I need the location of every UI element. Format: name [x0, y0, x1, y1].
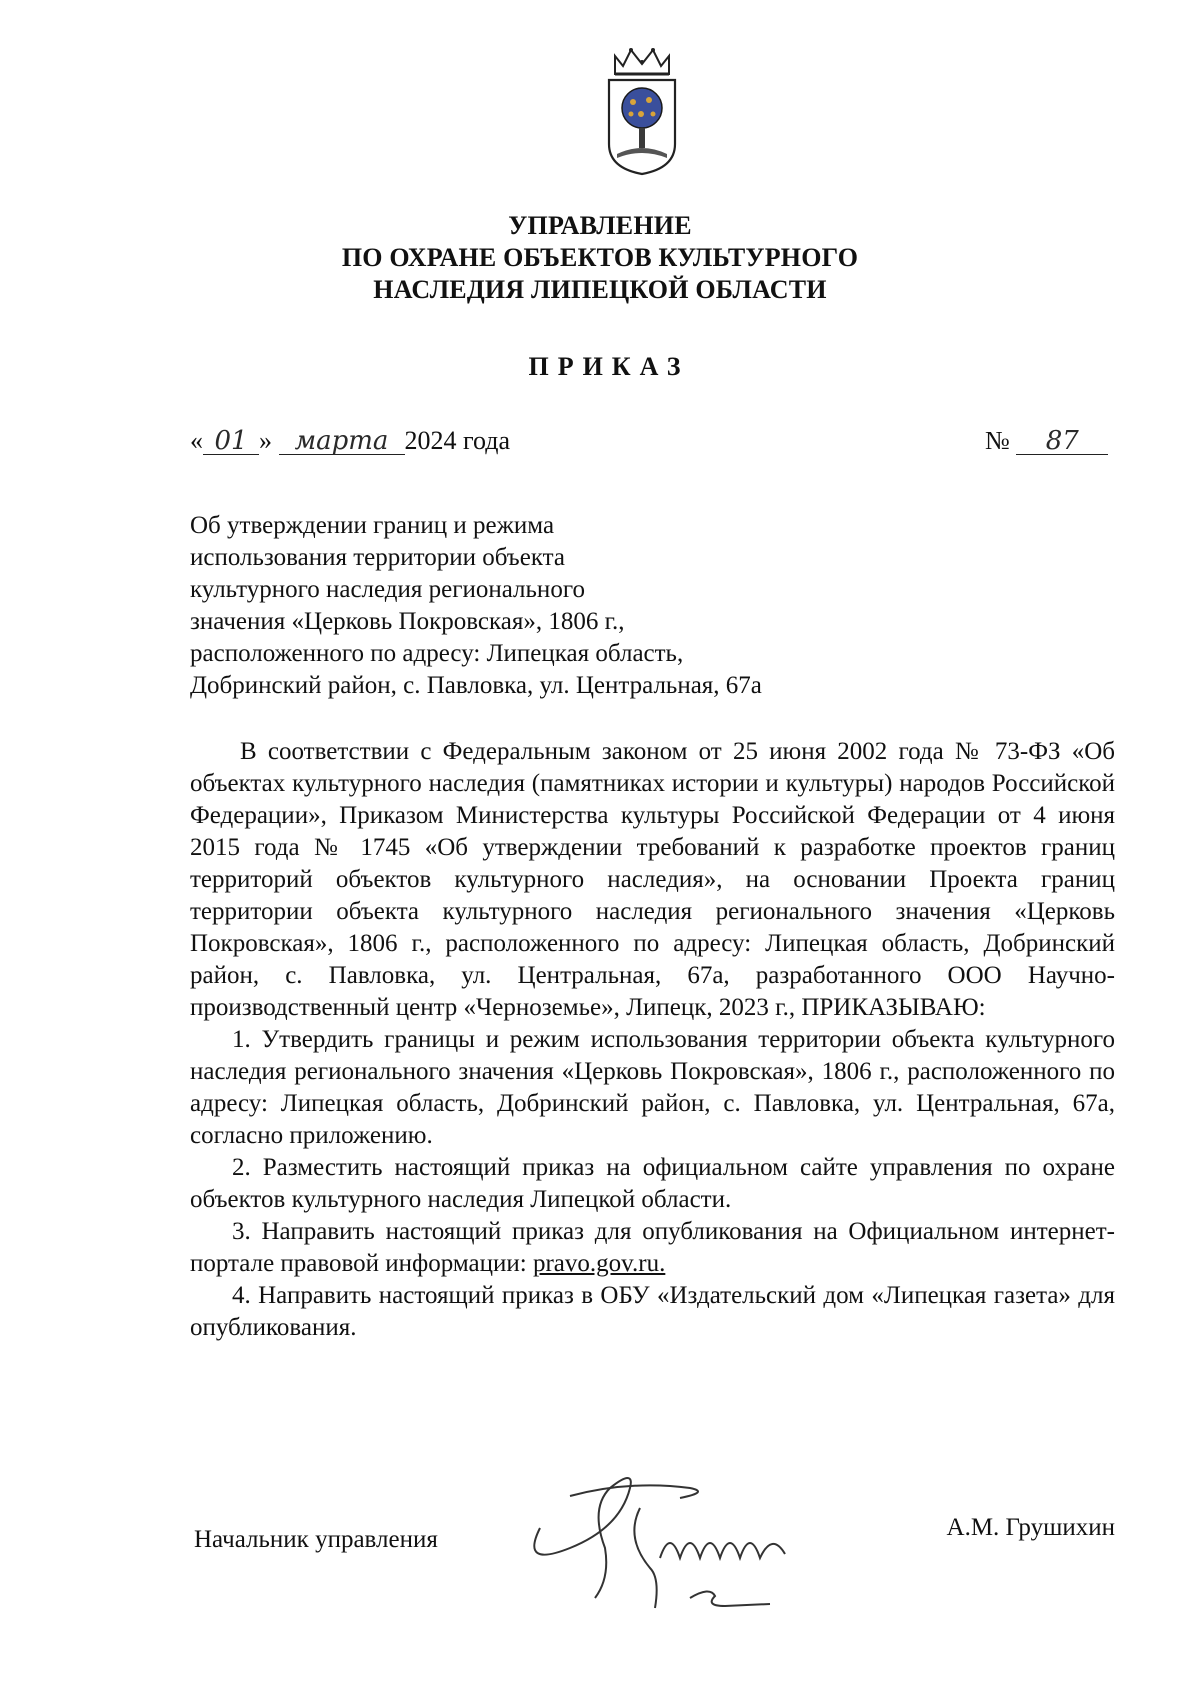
document-subject	[190, 510, 762, 702]
date-open-quote: «	[190, 426, 203, 455]
subject-line-5: расположенного по адресу: Липецкая область,	[190, 640, 684, 667]
document-date	[190, 426, 510, 456]
subject-line-3: культурного наследия регионального	[190, 576, 585, 603]
handwritten-signature-icon	[510, 1458, 850, 1618]
document-body	[190, 736, 1115, 1344]
pravo-gov-link[interactable]: pravo.gov.ru.	[532, 1250, 666, 1277]
subject-line-2: использования территории объекта	[190, 544, 565, 571]
document-type-heading: ПРИКАЗ	[528, 352, 690, 381]
order-item-3	[190, 1216, 1115, 1280]
subject-line-4: значения «Церковь Покровская», 1806 г.,	[190, 608, 625, 635]
signatory-name: А.М. Грушихин	[946, 1514, 1115, 1541]
date-month: марта	[279, 428, 405, 455]
document-number	[985, 426, 1108, 456]
order-item-1: 1. Утвердить границы и режим использования территории объекта культурного наследия регионального значения «Церковь Покровская», 1806 г., расположенного по адресу: Липецкая область, Добринский район, с. Павловка, ул. Центральная, 67а, согласно приложению.	[190, 1026, 1115, 1149]
signature-block	[190, 1458, 1115, 1618]
coat-of-arms-icon	[603, 44, 681, 176]
date-close-quote: »	[259, 426, 272, 455]
preamble-paragraph: В соответствии с Федеральным законом от 25 июня 2002 года № 73-ФЗ «Об объектах культурного наследия (памятниках истории и культуры) народов Российской Федерации», Приказом Министерства культуры Российской Федерации от 4 июня 2015 года № 1745 «Об утверждении требований к разработке проектов границ территорий объектов культурного наследия», на основании Проекта границ территории объекта культурного наследия регионального значения «Церковь Покровская», 1806 г., расположенного по адресу: Липецкая область, Добринский район, с. Павловка, ул. Центральная, 67а, разработанного ООО Научно-производственный центр «Черноземье», Липецк, 2023 г., ПРИКАЗЫВАЮ:	[190, 738, 1115, 1021]
number-label: №	[985, 426, 1010, 455]
signatory-position: Начальник управления	[194, 1526, 438, 1553]
subject-line-1: Об утверждении границ и режима	[190, 512, 555, 539]
agency-name	[0, 210, 1200, 306]
order-item-2: 2. Разместить настоящий приказ на официальном сайте управления по охране объектов культурного наследия Липецкой области.	[190, 1154, 1115, 1213]
agency-line-2: ПО ОХРАНЕ ОБЪЕКТОВ КУЛЬТУРНОГО	[341, 243, 859, 272]
order-item-4: 4. Направить настоящий приказ в ОБУ «Издательский дом «Липецкая газета» для опубликования.	[190, 1282, 1115, 1341]
order-item-3-text: 3. Направить настоящий приказ для опубликования на Официальном интернет-портале правовой информации:	[190, 1218, 1115, 1277]
date-year: 2024 года	[404, 426, 511, 455]
number-value: 87	[1016, 428, 1108, 455]
agency-line-1: УПРАВЛЕНИЕ	[508, 211, 692, 240]
date-day: 01	[203, 428, 259, 455]
agency-line-3: НАСЛЕДИЯ ЛИПЕЦКОЙ ОБЛАСТИ	[373, 275, 827, 304]
subject-line-6: Добринский район, с. Павловка, ул. Центральная, 67а	[190, 672, 762, 699]
